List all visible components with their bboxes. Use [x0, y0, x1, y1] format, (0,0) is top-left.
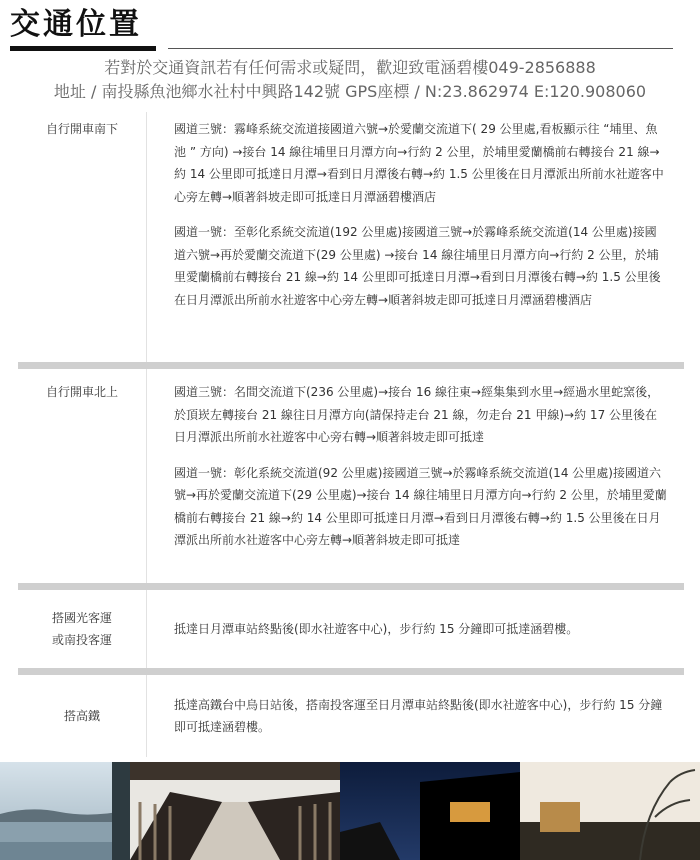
row-separator — [18, 668, 684, 675]
route-content — [147, 694, 684, 739]
route-label-line: 自行開車北上 — [45, 385, 118, 399]
route-label-line: 或南投客運 — [51, 633, 112, 647]
row-separator — [18, 362, 684, 369]
photo-strip — [0, 762, 700, 860]
route-label — [18, 675, 147, 757]
route-content — [147, 618, 684, 641]
route-paragraph: 國道一號：至彰化系統交流道(192 公里處)接國道三號→於霧峰系統交流道(14 公里處)接國道六號→再於愛蘭交流道下(29 公里處) →接台 14 線往埔里日月潭方向→行約 2 公里，於埔里愛蘭橋前右轉接台 21 線→約 14 公里即可抵達日月潭→看到日月潭後右轉→約 1.5 公里後在日月潭派出所前水社遊客中心旁左轉→順著斜坡走即可抵達日月潭涵碧樓酒店 — [174, 225, 661, 307]
route-paragraph: 抵達日月潭車站終點後(即水社遊客中心)，步行約 15 分鐘即可抵達涵碧樓。 — [174, 621, 579, 636]
route-label-line: 自行開車南下 — [45, 122, 118, 136]
terrace-photo — [520, 762, 700, 860]
title-underline — [10, 46, 156, 51]
route-label — [18, 590, 147, 668]
route-content — [147, 112, 684, 362]
route-paragraph: 抵達高鐵台中烏日站後，搭南投客運至日月潭車站終點後(即水社遊客中心)，步行約 15 分鐘即可抵達涵碧樓。 — [174, 697, 663, 734]
route-content — [147, 369, 684, 583]
route-row-bus — [18, 590, 684, 675]
route-label — [18, 112, 147, 362]
route-paragraph: 國道三號：名間交流道下(236 公里處)→接台 16 線往東→經集集到水里→經過水里蛇窯後，於頂崁左轉接台 21 線往日月潭方向(請保持走台 21 線，勿走台 21 甲線)→約 17 公里後在日月潭派出所前水社遊客中心旁右轉→順著斜坡走即可抵達 — [174, 385, 660, 444]
page-header — [10, 6, 665, 52]
route-label-line: 搭國光客運 — [51, 611, 112, 625]
route-row-hsr — [18, 675, 684, 757]
route-label-line: 搭高鐵 — [63, 709, 100, 723]
route-row-south — [18, 112, 684, 369]
route-row-north — [18, 369, 684, 590]
row-separator — [18, 583, 684, 590]
address-line: 地址 / 南投縣魚池鄉水社村中興路142號 GPS座標 / N:23.862974 E:120.908060 — [53, 82, 647, 101]
route-paragraph: 國道一號：彰化系統交流道(92 公里處)接國道三號→於霧峰系統交流道(14 公里處)接國道六號→再於愛蘭交流道下(29 公里處)→接台 14 線往埔里日月潭方向→行約 2 公里，於埔里愛蘭橋前右轉接台 21 線→約 14 公里即可抵達日月潭→看到日月潭後右轉→約 1.5 公里後在日月潭派出所前水社遊客中心旁左轉→順著斜坡走即可抵達 — [174, 465, 667, 547]
route-label — [18, 369, 147, 583]
lake-photo — [0, 762, 130, 860]
contact-line: 若對於交通資訊若有任何需求或疑問，歡迎致電涵碧樓049-2856888 — [104, 58, 596, 77]
title-divider — [168, 48, 673, 49]
night-building-photo — [340, 762, 520, 860]
page-title: 交通位置 — [10, 7, 142, 42]
routes-table — [18, 112, 684, 757]
route-paragraph: 國道三號：霧峰系統交流道接國道六號→於愛蘭交流道下( 29 公里處,看板顯示往 “埔里、魚池 ” 方向) →接台 14 線往埔里日月潭方向→行約 2 公里，於埔里愛蘭橋前右轉接台 21 線→約 14 公里即可抵達日月潭→看到日月潭後右轉→約 1.5 公里後在日月潭派出所前水社遊客中心旁左轉→順著斜坡走即可抵達日月潭涵碧樓酒店 — [174, 122, 664, 204]
walkway-photo — [130, 762, 340, 860]
